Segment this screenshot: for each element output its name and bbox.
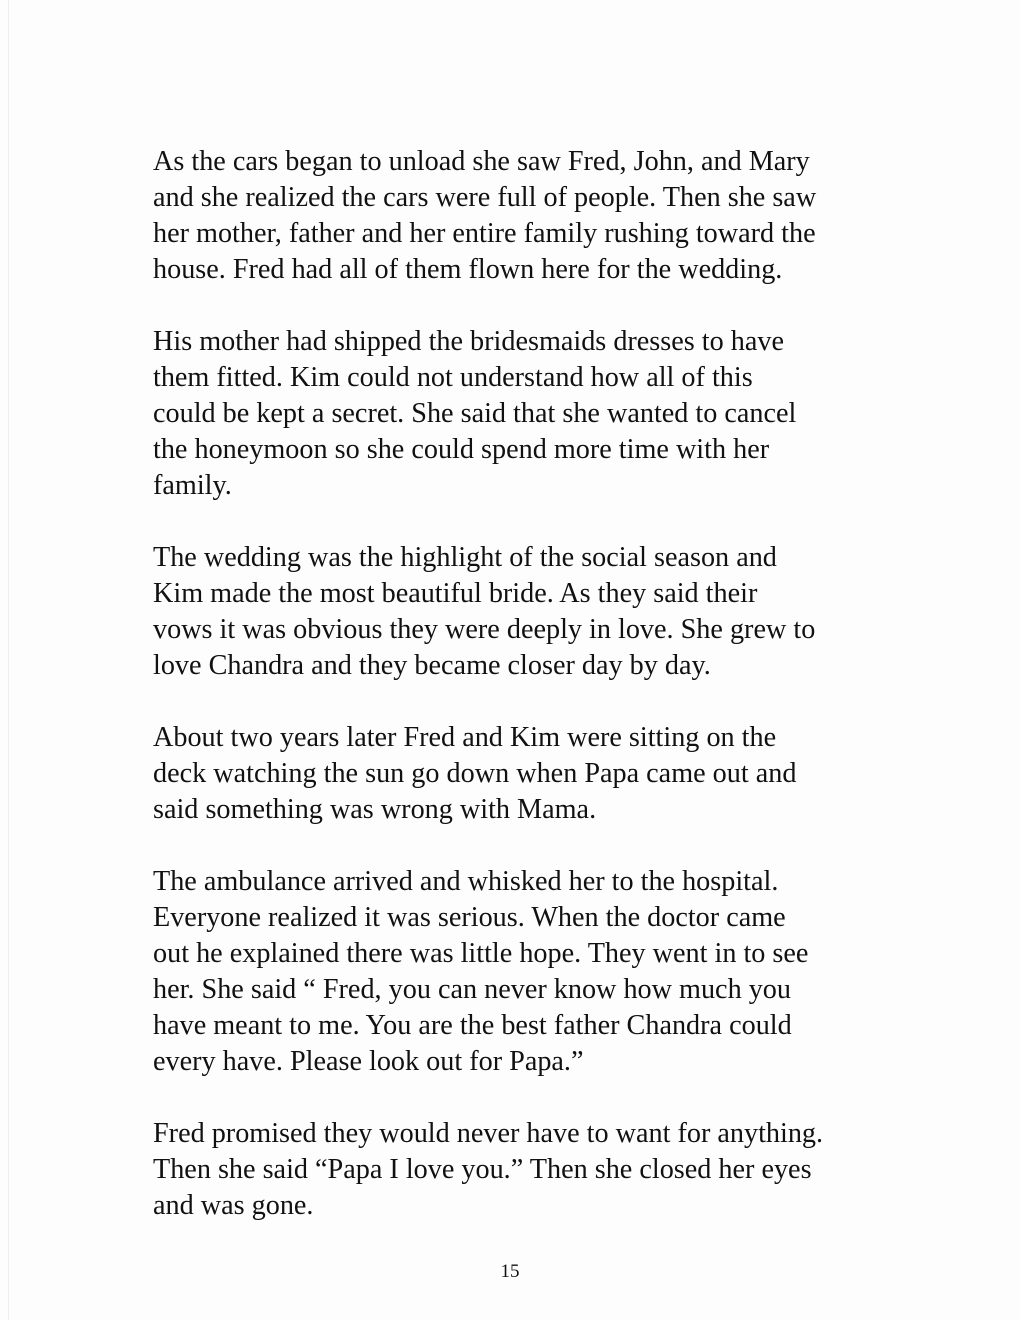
text-line: As the cars began to unload she saw Fred, John, and Mary (153, 146, 810, 177)
text-line: Fred promised they would never have to want for anything. (153, 1118, 824, 1149)
text-line: and she realized the cars were full of people. Then she saw (153, 182, 817, 213)
text-line: have meant to me. You are the best father Chandra could (153, 1010, 792, 1041)
paragraph-wedding (153, 540, 883, 684)
text-line: The wedding was the highlight of the social season and (153, 542, 777, 573)
text-line: His mother had shipped the bridesmaids dresses to have (153, 326, 784, 357)
text-line: said something was wrong with Mama. (153, 794, 597, 825)
text-line: her mother, father and her entire family rushing toward the (153, 218, 816, 249)
text-line: the honeymoon so she could spend more time with her (153, 434, 770, 465)
text-line: About two years later Fred and Kim were sitting on the (153, 722, 777, 753)
text-line: Everyone realized it was serious. When the doctor came (153, 902, 786, 933)
scan-edge-line (8, 0, 9, 1320)
text-line: vows it was obvious they were deeply in love. She grew to (153, 614, 816, 645)
paragraph-hospital (153, 864, 883, 1080)
paragraph-farewell (153, 1116, 883, 1224)
paragraph-two-years-later (153, 720, 883, 828)
paragraph-bridesmaids (153, 324, 883, 504)
text-line: out he explained there was little hope. They went in to see (153, 938, 809, 969)
text-line: love Chandra and they became closer day by day. (153, 650, 711, 681)
body-text (153, 144, 883, 1260)
text-line: them fitted. Kim could not understand how all of this (153, 362, 753, 393)
text-line: deck watching the sun go down when Papa came out and (153, 758, 797, 789)
text-line: house. Fred had all of them flown here for the wedding. (153, 254, 783, 285)
text-line: could be kept a secret. She said that she wanted to cancel (153, 398, 797, 429)
text-line: her. She said “ Fred, you can never know how much you (153, 974, 791, 1005)
page-number: 15 (500, 1261, 520, 1282)
text-line: family. (153, 470, 232, 501)
text-line: Then she said “Papa I love you.” Then she closed her eyes (153, 1154, 812, 1185)
text-line: every have. Please look out for Papa.” (153, 1046, 584, 1077)
text-line: The ambulance arrived and whisked her to the hospital. (153, 866, 779, 897)
paragraph-arrival (153, 144, 883, 288)
text-line: and was gone. (153, 1190, 314, 1221)
text-line: Kim made the most beautiful bride. As they said their (153, 578, 758, 609)
